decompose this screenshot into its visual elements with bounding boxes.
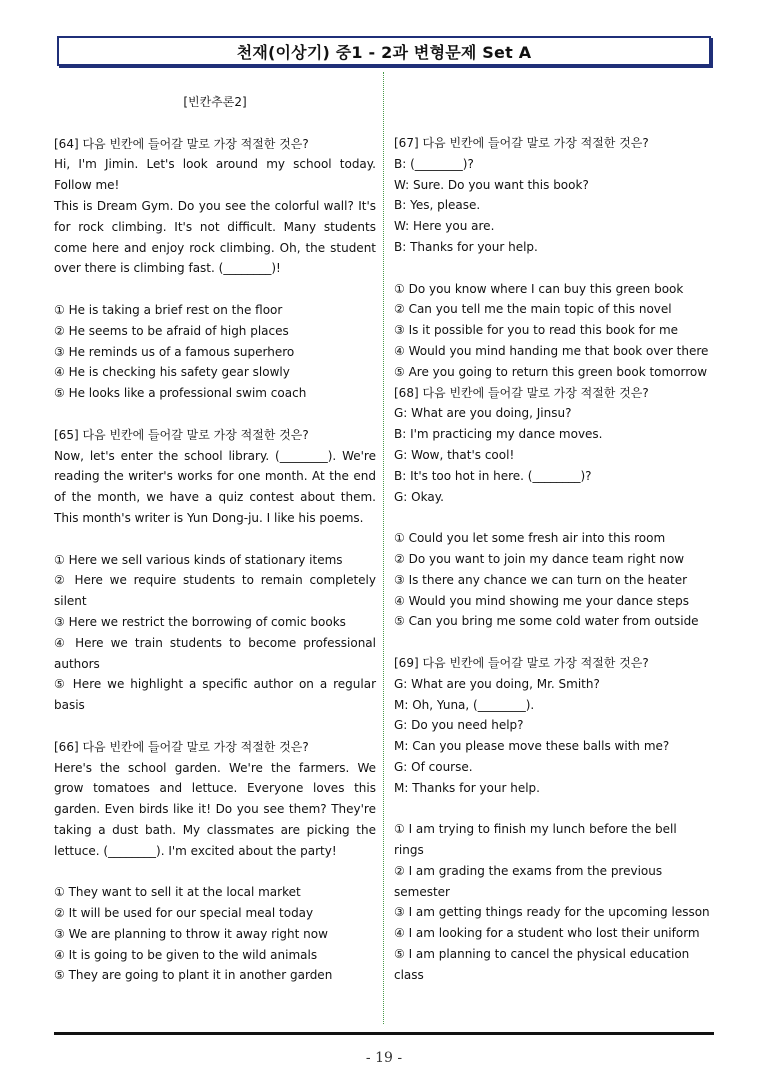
question-68-option-1: ① Could you let some fresh air into this room: [394, 531, 666, 546]
question-69-option-4: ④ I am looking for a student who lost their uniform: [394, 926, 700, 941]
question-69-line-6: M: Thanks for your help.: [394, 780, 540, 795]
question-68-line-3: G: Wow, that's cool!: [394, 447, 515, 462]
question-64-option-4: ④ He is checking his safety gear slowly: [54, 365, 290, 380]
question-66-option-3: ③ We are planning to throw it away right now: [54, 926, 328, 941]
question-67-line-2: W: Sure. Do you want this book?: [394, 177, 589, 192]
question-65-option-3: ③ Here we restrict the borrowing of comic books: [54, 614, 346, 629]
question-68-line-5: G: Okay.: [394, 489, 444, 504]
section-tag: [빈칸추론2]: [183, 95, 247, 109]
page-title: 천재(이상기) 중1 - 2과 변형문제 Set A: [57, 36, 711, 66]
left-column: [54, 92, 376, 986]
question-67-line-4: W: Here you are.: [394, 219, 495, 234]
question-66-passage: Here's the school garden. We're the farmers. We grow tomatoes and lettuce. Everyone loves this garden. Even birds like it! Do you see them? They're taking a dust bath. My classmates are picking the lettuce. (________). I'm excited about the party!: [54, 760, 376, 858]
question-69-line-5: G: Of course.: [394, 759, 473, 774]
question-65-option-5: ⑤ Here we highlight a specific author on a regular basis: [54, 677, 376, 713]
question-66-header: [66] 다음 빈칸에 들어갈 말로 가장 적절한 것은?: [54, 739, 309, 754]
question-68-option-2: ② Do you want to join my dance team right now: [394, 551, 685, 566]
question-66-option-4: ④ It is going to be given to the wild animals: [54, 947, 318, 962]
question-64-passage: Hi, I'm Jimin. Let's look around my school today. Follow me!: [54, 157, 376, 193]
question-65-passage: Now, let's enter the school library. (________). We're reading the writer's works for one month. At the end of the month, we have a quiz contest about them. This month's writer is Yun Dong-ju. I like his poems.: [54, 448, 376, 525]
question-68-line-4: B: It's too hot in here. (________)?: [394, 468, 592, 483]
question-67-line-3: B: Yes, please.: [394, 198, 481, 213]
question-69-line-2: M: Oh, Yuna, (________).: [394, 697, 535, 712]
question-68-line-2: B: I'm practicing my dance moves.: [394, 427, 603, 442]
question-68-option-4: ④ Would you mind showing me your dance steps: [394, 593, 690, 608]
question-67-line-5: B: Thanks for your help.: [394, 239, 538, 254]
question-66-option-2: ② It will be used for our special meal today: [54, 906, 314, 921]
question-67-option-4: ④ Would you mind handing me that book over there: [394, 343, 709, 358]
question-66-option-5: ⑤ They are going to plant it in another garden: [54, 968, 333, 983]
question-69-option-5: ⑤ I am planning to cancel the physical education class: [394, 947, 690, 982]
footer-rule: [54, 1032, 714, 1035]
question-65-option-2: ② Here we require students to remain completely silent: [54, 573, 376, 609]
question-64-option-5: ⑤ He looks like a professional swim coach: [54, 386, 307, 401]
question-68-line-1: G: What are you doing, Jinsu?: [394, 406, 572, 421]
right-column: [394, 133, 710, 986]
question-67-option-2: ② Can you tell me the main topic of this novel: [394, 302, 672, 317]
question-68-option-5: ⑤ Can you bring me some cold water from outside: [394, 614, 699, 629]
question-69-line-4: M: Can you please move these balls with me?: [394, 739, 670, 754]
question-66-option-1: ① They want to sell it at the local market: [54, 885, 301, 900]
question-69-option-2: ② I am grading the exams from the previous semester: [394, 863, 663, 899]
question-67-option-3: ③ Is it possible for you to read this book for me: [394, 323, 679, 338]
question-68-option-3: ③ Is there any chance we can turn on the heater: [394, 572, 688, 587]
question-69-option-1: ① I am trying to finish my lunch before the bell rings: [394, 822, 677, 858]
question-69-option-3: ③ I am getting things ready for the upcoming lesson: [394, 905, 710, 920]
question-67-option-5: ⑤ Are you going to return this green book tomorrow: [394, 364, 708, 379]
question-64-passage-2: This is Dream Gym. Do you see the colorful wall? It's for rock climbing. It's not difficult. Many students come here and enjoy rock climbing. Oh, the student over there is climbing fast. (________)!: [54, 198, 376, 276]
question-67-header: [67] 다음 빈칸에 들어갈 말로 가장 적절한 것은?: [394, 136, 649, 150]
question-67-line-1: B: (________)?: [394, 156, 474, 171]
question-69-line-1: G: What are you doing, Mr. Smith?: [394, 676, 600, 691]
question-69-header: [69] 다음 빈칸에 들어갈 말로 가장 적절한 것은?: [394, 655, 649, 670]
question-64-header: [64] 다음 빈칸에 들어갈 말로 가장 적절한 것은?: [54, 136, 309, 151]
page-number: - 19 -: [365, 1050, 403, 1066]
column-divider: [383, 72, 384, 1024]
question-64-option-3: ③ He reminds us of a famous superhero: [54, 344, 295, 359]
question-68-header: [68] 다음 빈칸에 들어갈 말로 가장 적절한 것은?: [394, 385, 649, 400]
question-64-option-1: ① He is taking a brief rest on the floor: [54, 302, 283, 317]
question-65-header: [65] 다음 빈칸에 들어갈 말로 가장 적절한 것은?: [54, 427, 309, 442]
question-67-option-1: ① Do you know where I can buy this green book: [394, 281, 684, 296]
question-65-option-1: ① Here we sell various kinds of stationary items: [54, 552, 343, 567]
question-65-option-4: ④ Here we train students to become professional authors: [54, 635, 376, 671]
question-64-option-2: ② He seems to be afraid of high places: [54, 323, 289, 338]
question-69-line-3: G: Do you need help?: [394, 718, 524, 733]
